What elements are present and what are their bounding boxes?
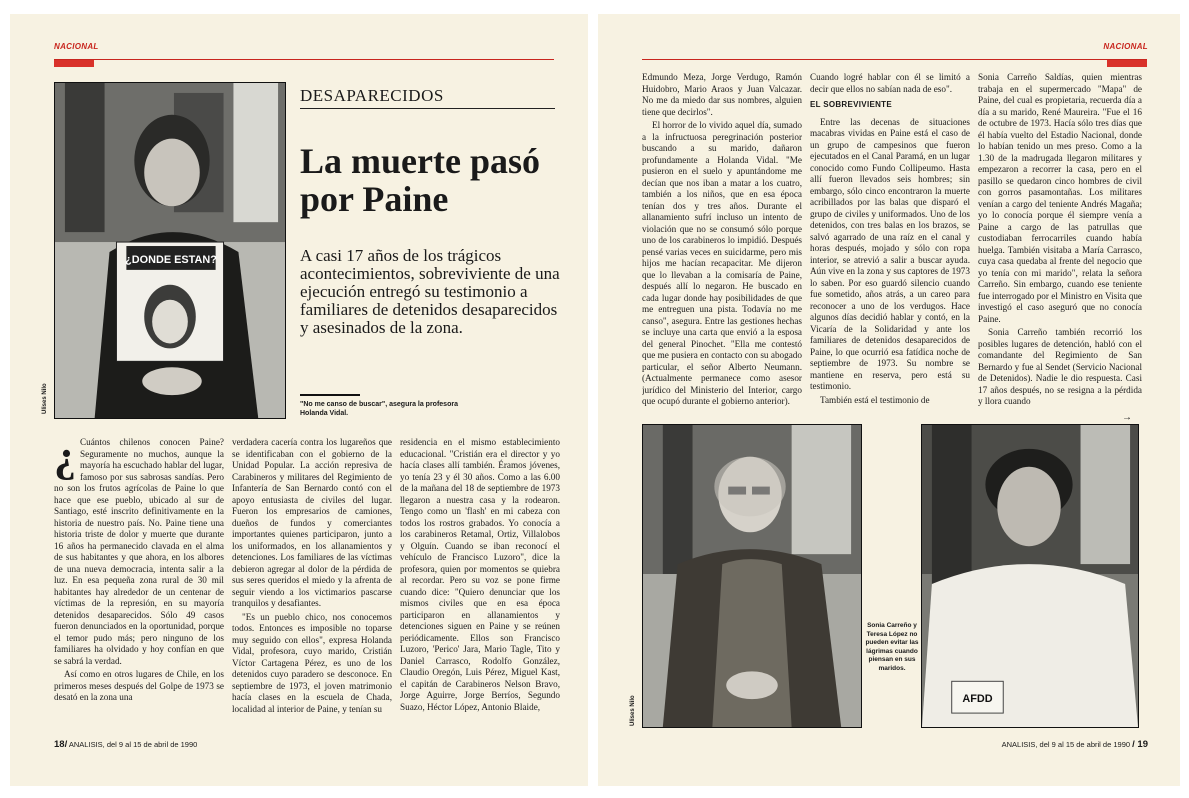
dropcap: ¿ xyxy=(54,437,76,481)
paragraph: Edmundo Meza, Jorge Verdugo, Ramón Huidobro, Mario Araos y Juan Valcazar. No me da miedo dar sus nombres, alguien tiene que decirlos". xyxy=(642,72,802,117)
paragraph: También está el testimonio de xyxy=(820,394,930,405)
section-label: NACIONAL xyxy=(54,42,99,51)
section-rule xyxy=(642,59,1147,60)
paragraph: residencia en el mismo establecimiento educacional. "Cristián era el director y yo hacía clases allí también. Éramos jóvenes, yo tenía 23 y él 30 años. Como a las 6.00 de la mañana del 18 de septiembre de 1973 llegaron a nuestra casa y la rodearon. Tengo como un 'flash' en mi cabeza con todos los rostros grabados. Yo conocía a los carabineros Retamal, Ortiz, Villalobos y Olguín. Cuando se iban reconocí el vehículo de Francisco Luzoro", dice la profesora, quien por momentos se quiebra al recordar. Pero su voz se pone firme cuando dice: "Quiero denunciar que los mismos civiles que en esa época participaron en allanamientos y detenciones siguen en Paine y se reúnen periódicamente. Ellos son Francisco Luzoro, 'Perico' Jara, Mario Tagle, Tito y Daniel Carrasco, Rodolfo González, Claudio Oregón, Luis Pérez, Miguel Kast, el capitán de Carabineros Nelson Bravo, Jorge Aguirre, Jorge Berríos, Segundo Suazo, Héctor López, Antonio Blaide, xyxy=(400,437,560,712)
body-column-2 xyxy=(810,72,970,417)
continue-arrow-icon: → xyxy=(1122,412,1132,423)
paragraph: Entre las decenas de situaciones macabras vividas en Paine está el caso de un grupo de campesinos que fueron ejecutados en el Canal Paramá, en un lugar conocido como Fundo Collipeumo. Hasta allí fueron llevados seis hombres; sin embargo, sólo cinco encontraron la muerte acribillados por las balas que disparó el grupo de civiles y uniformados. Uno de los detenidos, con tres balas en los brazos, se salvó agarrado de una raíz en el canal y horas después, mojado y sólo con ropa interior, se atrevió a salir a buscar ayuda. Aún vive en la zona y sus captores de 1973 lo saben. Por eso guardó silencio cuando fue sometido, años atrás, a un careo para reconocer a uno de los verdugos. Hace algunos días decidió hablar y contó, en la Vicaría de la Solidaridad y ante los familiares de detenidos desaparecidos de Paine, lo que ocurrió esa fatídica noche de septiembre de 1973. Su nombre se mantiene en reserva, pero está su testimonio. xyxy=(810,116,970,391)
subhead: EL SOBREVIVIENTE xyxy=(810,100,893,109)
badge-text: AFDD xyxy=(962,693,993,706)
body-column-3 xyxy=(400,437,560,737)
photo-teresa xyxy=(642,424,862,728)
paragraph: Cuántos chilenos conocen Paine? Seguramente no muchos, aunque la mayoría ha escuchado hablar del lugar, famoso por sus sabrosas sandías. Pero no son los frutos agrícolas de Paine lo que hace que ese pueblo, ubicado al sur de Santiago, esté inscrito definitivamente en la historia de nuestro país. No. Paine tiene una historia triste de dolor y muerte que durante 16 años ha permanecido clavada en el alma de sus habitantes y que ahora, en los albores de una nueva democracia, intenta salir a la luz. En esa pequeña zona rural de 30 mil habitantes hay alrededor de un centenar de víctimas de la represión, en su mayoría detenidos desaparecidos. Sólo 49 casos fueron denunciados en la oportunidad, porque el temor pudo más; pero ninguno de los familiares ha olvidado y hoy confían en que se sabrá la verdad. xyxy=(54,437,224,666)
page-folio xyxy=(1002,739,1148,750)
paragraph: "Es un pueblo chico, nos conocemos todos. Entonces es imposible no toparse muy seguido con ellos", expresa Holanda Vidal, profesora, cuyo marido, Cristián Víctor Cartagena Pérez, es uno de los detenidos cuyo paradero se desconoce. En septiembre de 1973, el joven matrimonio hacía clases en la escuela de Chada, localidad al interior de Paine, y tenían su xyxy=(232,611,392,714)
photo-credit: Ulises Nilo xyxy=(42,383,48,414)
page-number: / 19 xyxy=(1132,739,1148,750)
paragraph: verdadera cacería contra los lugareños que se identificaban con el gobierno de la Unidad Popular. La acción represiva de Carabineros y militares del Regimiento de Infantería de San Bernardo contó con el apoyo entusiasta de civiles del lugar. Fueron los empresarios de camiones, dueños de fundos y comerciantes importantes quienes participaron, junto a los uniformados, en los allanamientos y detenciones. Los familiares de las víctimas debieron agregar al dolor de la pérdida de sus seres queridos el miedo y la afrenta de seguir viendo a los victimarios pascarse tranquilos y desafiantes. xyxy=(232,437,392,608)
photo-caption: Sonia Carreño y Teresa López no pueden evitar las lágrimas cuando piensan en sus maridos. xyxy=(865,622,919,672)
paragraph: Sonia Carreño también recorrió los posibles lugares de detención, habló con el comandante del Regimiento de San Bernardo y fue al Sendet (Servicio Nacional de Detenidos). Nadie le dio respuesta. Casi 17 años después, no se resigna a la pérdida y llora cuando xyxy=(978,327,1142,406)
folio-text: ANALISIS, del 9 al 15 de abril de 1990 xyxy=(68,740,198,749)
section-label: NACIONAL xyxy=(1103,42,1148,51)
body-column-3 xyxy=(978,72,1142,417)
section-tab xyxy=(1107,60,1147,67)
photo-credit: Ulises Nilo xyxy=(630,695,636,726)
paragraph: Sonia Carreño Saldías, quien mientras trabaja en el supermercado "Mapa" de Paine, del cual es propietaria, recuerda día a día a su marido, René Maureira. "Fue el 16 de octubre de 1973. Hacía sólo tres días que él había vuelto del Estadio Nacional, donde lo habían tenido un mes preso. Como a la 1.30 de la madrugada llegaron militares y empezaron a recorrer la casa, pero en el pasillo se quedaron cinco hombres de civil con gorros pasamontañas. Los militares venían a cargo del teniente Andrés Magaña; yo lo conocía porque él siempre venía a Paine a cargo de las patrullas que custodiaban ferrocarriles cuando había huelga. También visitaba a María Carrasco, cuya casa quedaba al frente del negocio que yo tenía con mi marido", relata la señora Carreño. Sin embargo, cuando ese teniente fue interrogado por el Ministro en Visita que investigó el caso aseguró que no conocía Paine. xyxy=(978,72,1142,324)
page-folio xyxy=(54,739,197,750)
headline: La muerte pasó por Paine xyxy=(300,141,540,219)
kicker-rule xyxy=(300,108,555,109)
photo-sonia xyxy=(921,424,1139,728)
caption-rule xyxy=(300,394,360,396)
deck: A casi 17 años de los trágicos acontecimientos, sobreviviente de una ejecución entregó su testimonio a familiares de detenidos desaparecidos y asesinados de la zona. xyxy=(300,246,560,337)
gutter xyxy=(588,14,598,786)
right-page xyxy=(598,14,1180,786)
section-tab xyxy=(54,60,94,67)
sign-text: ¿DONDE ESTAN? xyxy=(125,253,217,266)
page-number: 18/ xyxy=(54,739,68,750)
main-photo xyxy=(54,82,286,419)
body-column-2 xyxy=(232,437,392,737)
kicker: DESAPARECIDOS xyxy=(300,86,444,105)
folio-text: ANALISIS, del 9 al 15 de abril de 1990 xyxy=(1001,740,1131,749)
photo-caption: "No me canso de buscar", asegura la profesora Holanda Vidal. xyxy=(300,401,458,417)
body-column-1 xyxy=(642,72,802,417)
paragraph: Así como en otros lugares de Chile, en los primeros meses después del Golpe de 1973 se desató en la zona una xyxy=(54,669,224,702)
body-column-1 xyxy=(54,437,224,737)
paragraph: Cuando logré hablar con él se limitó a decir que ellos no sabían nada de eso". xyxy=(810,72,970,94)
paragraph: El horror de lo vivido aquel día, sumado a la infructuosa peregrinación posterior buscando a su marido, dañaron profundamente a Holanda Vidal. "Me pusieron en el suelo y apuntándome me decían que nos iban a matar a los cuatro, también a los niños, que en esa época tenían dos y tres años. Durante el allanamiento sufrí incluso un intento de violación que no se consumó sólo porque uno de los carabineros lo impidió. Después pensé varias veces en suicidarme, pero mis hijos me hacían recapacitar. Me dijeron que lo llevaban a la comisaría de Paine, después allí lo negaron. He buscado en cada lugar donde hay posibilidades de que me entreguen una pista. Todavía no me canso", asegura. Entre las gestiones hechas se incluye una carta que envió a la esposa del general Pinochet. "Ella me contestó que me pusiera en contacto con su abogado particular, el señor Alberto Neumann. (Actualmente permanece como asesor jurídico del Ministerio del Interior, cargo que ocupó durante el gobierno anterior). xyxy=(642,120,802,406)
left-page xyxy=(10,14,588,786)
section-rule xyxy=(54,59,554,60)
magazine-spread xyxy=(10,14,1180,786)
